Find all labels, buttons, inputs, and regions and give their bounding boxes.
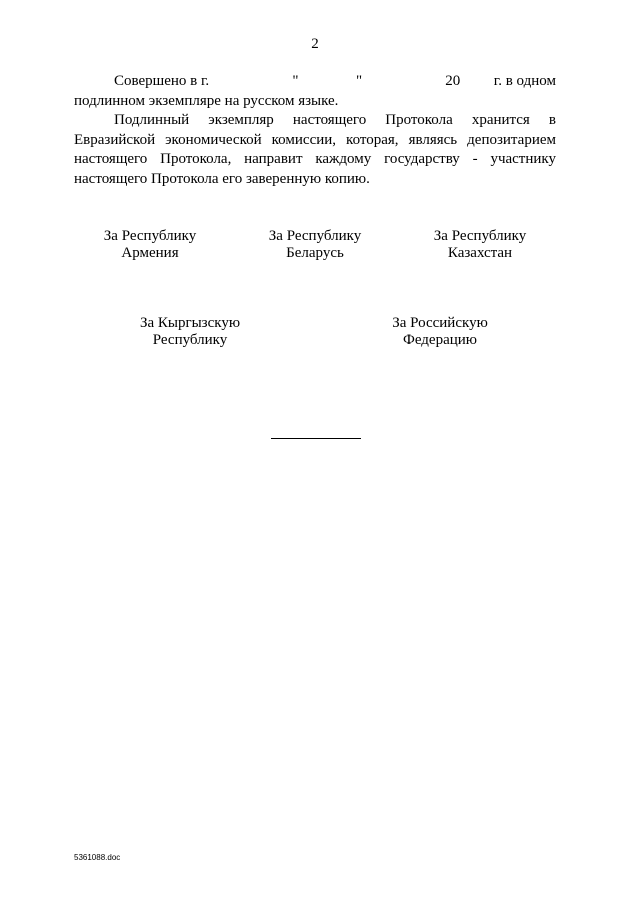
signature-block-russia <box>375 315 505 349</box>
signature-label: За Кыргызскую <box>139 315 241 331</box>
signature-block-belarus <box>255 228 375 262</box>
paragraph-line: Евразийской экономической комиссии, которая, являясь депозитарием <box>74 131 556 148</box>
signature-label: За Республику <box>268 228 362 244</box>
signature-block-armenia <box>90 228 210 262</box>
quote-open: " <box>292 73 299 89</box>
signature-label: За Российскую <box>392 315 488 331</box>
signature-country: Федерацию <box>402 332 478 348</box>
paragraph-line: Подлинный экземпляр настоящего Протокола хранится в <box>114 112 556 128</box>
paragraph-line: подлинном экземпляре на русском языке. <box>74 92 339 109</box>
signature-label: За Республику <box>103 228 197 244</box>
date-day-field <box>232 72 362 92</box>
paragraph-line: настоящего Протокола, направит каждому государству - участнику <box>74 151 556 167</box>
paragraph-line: настоящего Протокола его заверенную копию. <box>74 170 370 187</box>
signature-country: Беларусь <box>286 245 344 261</box>
date-year-field <box>385 72 556 92</box>
end-divider-line <box>271 438 361 439</box>
page-number: 2 <box>311 36 319 52</box>
paragraph-depositary <box>74 111 556 189</box>
signature-label: За Республику <box>433 228 527 244</box>
signature-block-kazakhstan <box>420 228 540 262</box>
signature-country: Казахстан <box>447 245 513 261</box>
done-in-one-copy-text: г. в одном <box>493 73 556 89</box>
done-in-city-text: Совершено в г. <box>114 73 210 89</box>
quote-close: " <box>355 73 363 89</box>
document-file-code: 5361088.doc <box>74 853 121 862</box>
year-prefix: 20 <box>445 73 461 89</box>
signature-country: Армения <box>121 245 179 261</box>
signature-block-kyrgyzstan <box>125 315 255 349</box>
paragraph-line <box>74 72 556 92</box>
signature-country: Республику <box>152 332 228 348</box>
paragraph-done-in <box>74 72 556 111</box>
